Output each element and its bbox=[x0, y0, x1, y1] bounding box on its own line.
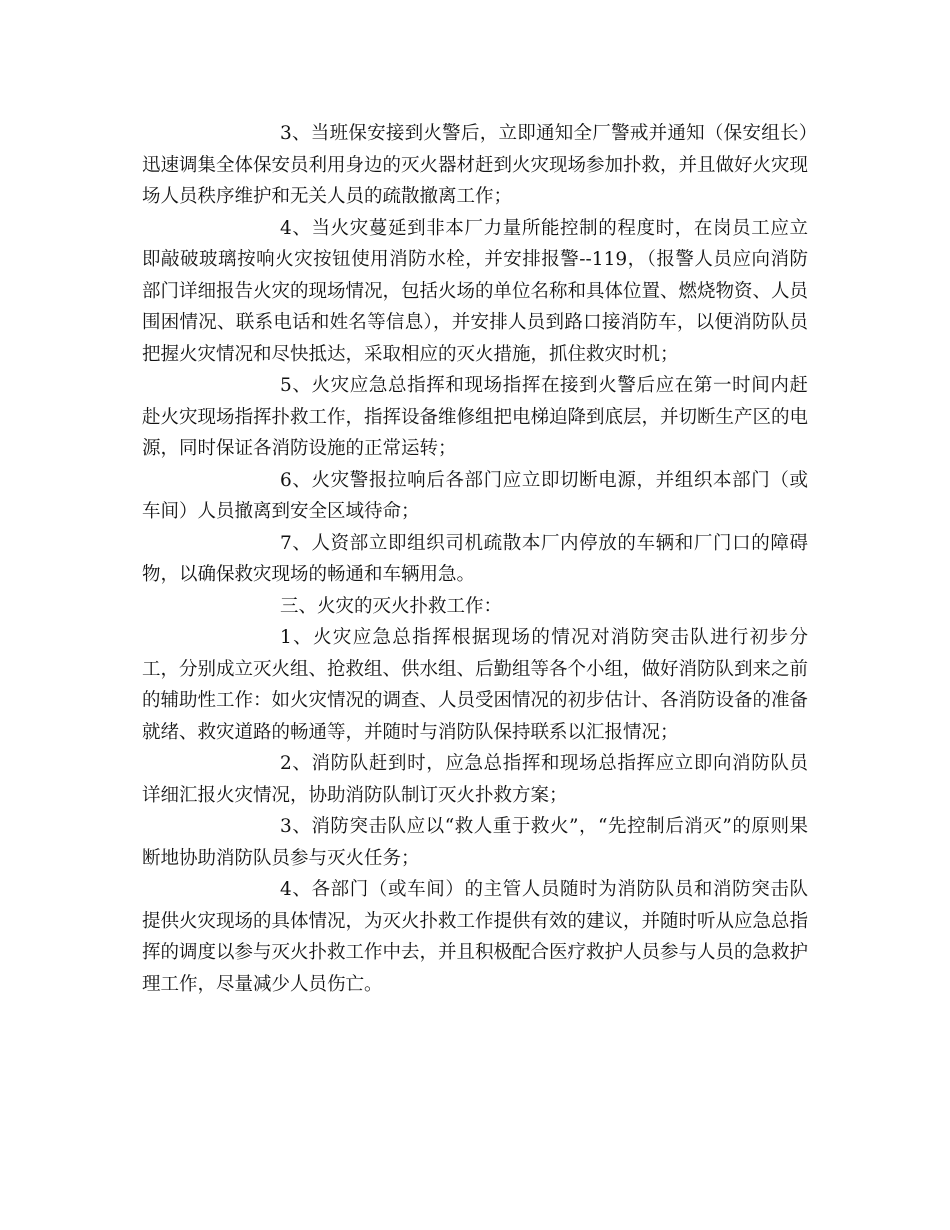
paragraph-item-6-alarm: 6、火灾警报拉响后各部门应立即切断电源，并组织本部门（或车间）人员撤离到安全区域待命； bbox=[142, 469, 808, 522]
paragraph-item-3-guard-response: 3、当班保安接到火警后，立即通知全厂警戒并通知（保安组长）迅速调集全体保安员利用身边的灭火器材赶到火灾现场参加扑救，并且做好火灾现场人员秩序维护和无关人员的疏散撤离工作； bbox=[142, 123, 809, 207]
section-heading-firefighting: 三、火灾的灭火扑救工作： bbox=[280, 595, 503, 617]
document-body bbox=[142, 118, 808, 1000]
paragraph-item-5-commander: 5、火灾应急总指挥和现场指挥在接到火警后应在第一时间内赶赴火灾现场指挥扑救工作，指挥设备维修组把电梯迫降到底层，并切断生产区的电源，同时保证各消防设施的正常运转； bbox=[142, 375, 809, 459]
paragraph-item-1-division: 1、火灾应急总指挥根据现场的情况对消防突击队进行初步分工，分别成立灭火组、抢救组、供水组、后勤组等各个小组，做好消防队到来之前的辅助性工作：如火灾情况的调查、人员受困情况的初步估计、各消防设备的准备就绪、救灾道路的畅通等，并随时与消防队保持联系以汇报情况； bbox=[142, 627, 809, 743]
paragraph-item-2-fire-brigade: 2、消防队赶到时，应急总指挥和现场总指挥应立即向消防队员详细汇报火灾情况，协助消防队制订灭火扑救方案； bbox=[142, 753, 808, 806]
paragraph-item-4-fire-spread: 4、当火灾蔓延到非本厂力量所能控制的程度时，在岗员工应立即敲破玻璃按响火灾按钮使用消防水栓，并安排报警--119，（报警人员应向消防部门详细报告火灾的现场情况，包括火场的单位名称和具体位置、燃烧物资、人员围困情况、联系电话和姓名等信息），并安排人员到路口接消防车，以便消防队员把握火灾情况和尽快抵达，采取相应的灭火措施，抓住救灾时机； bbox=[142, 217, 809, 365]
paragraph-item-4-department-heads: 4、各部门（或车间）的主管人员随时为消防队员和消防突击队提供火灾现场的具体情况，为灭火扑救工作提供有效的建议，并随时听从应急总指挥的调度以参与灭火扑救工作中去，并且积极配合医疗救护人员参与人员的急救护理工作，尽量减少人员伤亡。 bbox=[142, 879, 809, 995]
paragraph-item-7-vehicles: 7、人资部立即组织司机疏散本厂内停放的车辆和厂门口的障碍物，以确保救灾现场的畅通和车辆用急。 bbox=[142, 532, 808, 585]
paragraph-item-3-strike-team: 3、消防突击队应以“救人重于救火”，“先控制后消灭”的原则果断地协助消防队员参与灭火任务； bbox=[142, 816, 808, 869]
